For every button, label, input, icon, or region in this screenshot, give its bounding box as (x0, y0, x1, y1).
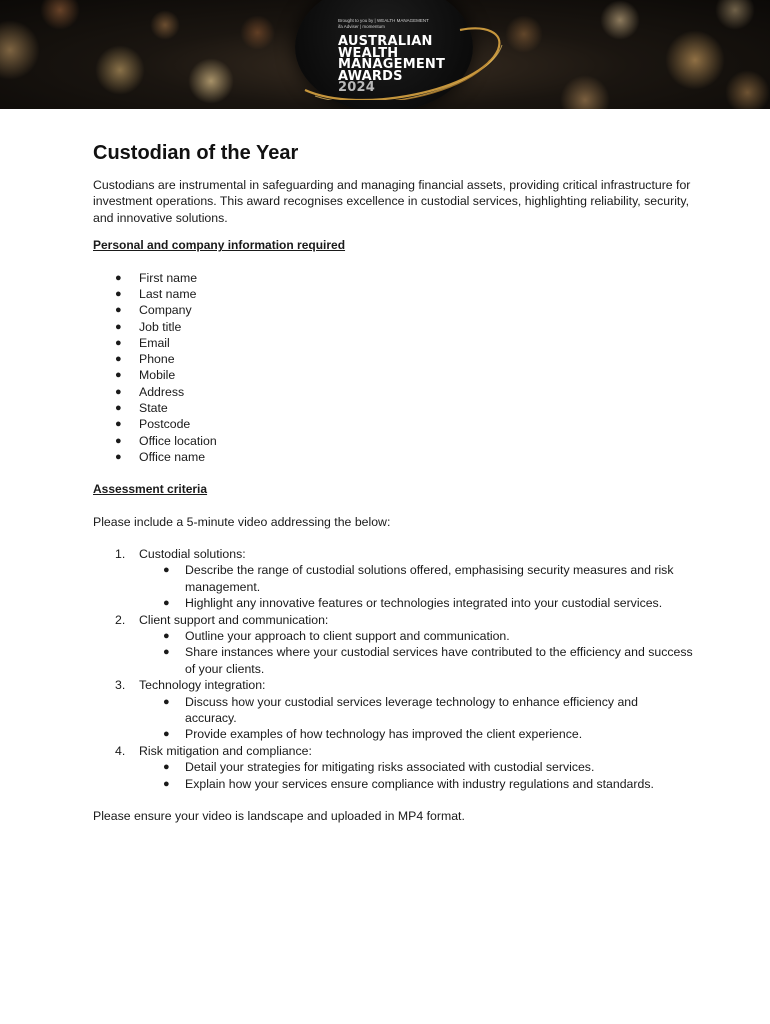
criteria-item (115, 612, 693, 678)
bokeh-light (560, 75, 610, 109)
criteria-point (163, 759, 693, 775)
criteria-point (163, 595, 693, 611)
sponsor-line: ifa Adviser | momentum (338, 24, 385, 29)
bullet-icon: ● (163, 597, 170, 610)
field-list-item (115, 400, 693, 416)
bullet-icon: ● (163, 761, 170, 774)
field-list-item (115, 384, 693, 400)
criteria-number: 1. (115, 547, 126, 561)
bullet-icon: ● (163, 564, 170, 577)
bokeh-light (95, 45, 145, 95)
criteria-point-text: Provide examples of how technology has improved the client experience. (185, 727, 583, 742)
field-label: Address (139, 384, 185, 399)
field-list-item (115, 335, 693, 351)
criteria-list (93, 546, 693, 792)
bullet-icon: ● (115, 418, 122, 431)
criteria-item (115, 743, 693, 792)
criteria-points (139, 694, 693, 743)
bullet-icon: ● (163, 777, 170, 790)
criteria-point (163, 628, 693, 644)
bokeh-light (240, 15, 275, 50)
bullet-icon: ● (115, 353, 122, 366)
field-label: First name (139, 270, 198, 285)
bokeh-light (150, 10, 180, 40)
bokeh-light (600, 0, 640, 40)
bullet-icon: ● (163, 630, 170, 643)
criteria-point (163, 726, 693, 742)
bullet-icon: ● (163, 646, 170, 659)
personal-info-heading: Personal and company information required (93, 238, 346, 253)
criteria-number: 3. (115, 678, 126, 693)
field-label: Postcode (139, 417, 191, 432)
field-list-item (115, 351, 693, 367)
intro-paragraph: Custodians are instrumental in safeguarding and managing financial assets, providing critical infrastructure for investment operations. This award recognises excellence in custodial services, highlighting reliability, security, and innovative solutions. (93, 178, 691, 225)
criteria-point-text: Highlight any innovative features or technologies integrated into your custodial services. (185, 596, 663, 611)
criteria-number: 2. (115, 612, 126, 627)
field-list-item (115, 286, 693, 302)
criteria-title: Client support and communication: (139, 612, 329, 627)
bokeh-light (665, 30, 725, 90)
criteria-title: Technology integration: (139, 678, 266, 693)
bullet-icon: ● (163, 695, 170, 708)
bokeh-light (715, 0, 755, 30)
criteria-points (139, 562, 693, 611)
criteria-point-text: Describe the range of custodial solutions offered, emphasising security measures and risk management. (185, 563, 674, 594)
field-list-item (115, 433, 693, 449)
personal-fields-list (93, 270, 693, 466)
field-label: Phone (139, 352, 175, 367)
closing-note: Please ensure your video is landscape and uploaded in MP4 format. (93, 809, 465, 824)
field-list-item (115, 302, 693, 318)
criteria-number: 4. (115, 743, 126, 758)
criteria-point-text: Share instances where your custodial services have contributed to the efficiency and success of your clients. (185, 645, 693, 676)
awards-banner (0, 0, 770, 109)
field-list-item (115, 367, 693, 383)
bullet-icon: ● (115, 369, 122, 382)
field-label: Company (139, 303, 192, 318)
criteria-title: Risk mitigation and compliance: (139, 743, 312, 758)
field-label: Email (139, 335, 170, 350)
bokeh-light (505, 15, 543, 53)
criteria-point (163, 562, 693, 595)
logo-line: WEALTH (338, 45, 399, 61)
bullet-icon: ● (115, 450, 122, 463)
bokeh-light (40, 0, 80, 30)
bokeh-light (725, 70, 770, 109)
bullet-icon: ● (115, 434, 122, 447)
field-label: Last name (139, 286, 197, 301)
sponsor-line: Brought to you by | WEALTH MANAGEMENT (338, 18, 429, 23)
field-label: Mobile (139, 368, 176, 383)
field-list-item (115, 319, 693, 335)
bullet-icon: ● (163, 728, 170, 741)
field-label: Office name (139, 449, 206, 464)
logo-line: AWARDS (338, 68, 403, 84)
field-label: Office location (139, 433, 217, 448)
video-instructions: Please include a 5-minute video addressing the below: (93, 514, 391, 529)
criteria-point (163, 776, 693, 792)
logo-line: MANAGEMENT (338, 57, 446, 72)
criteria-point-text: Outline your approach to client support and communication. (185, 629, 510, 644)
field-list-item (115, 270, 693, 286)
field-list-item (115, 449, 693, 465)
criteria-point-text: Explain how your services ensure compliance with industry regulations and standards. (185, 776, 654, 791)
bokeh-light (188, 58, 234, 104)
bokeh-light (0, 20, 40, 80)
document-body (93, 140, 693, 825)
criteria-point-text: Detail your strategies for mitigating risks associated with custodial services. (185, 760, 595, 775)
page-title: Custodian of the Year (93, 142, 299, 164)
bullet-icon: ● (115, 304, 122, 317)
bullet-icon: ● (115, 271, 122, 284)
bullet-icon: ● (115, 320, 122, 333)
field-list-item (115, 416, 693, 432)
bullet-icon: ● (115, 385, 122, 398)
assessment-heading: Assessment criteria (93, 482, 208, 497)
bullet-icon: ● (115, 402, 122, 414)
criteria-point (163, 694, 693, 727)
logo-line: AUSTRALIAN (338, 34, 433, 49)
field-label: Job title (139, 319, 182, 334)
criteria-title: Custodial solutions: (139, 547, 246, 561)
bullet-icon: ● (115, 287, 122, 300)
sponsor-lines (338, 18, 429, 30)
bullet-icon: ● (115, 336, 122, 349)
awards-logo (338, 36, 445, 94)
logo-year: 2024 (338, 80, 375, 95)
criteria-item (115, 677, 693, 743)
criteria-item (115, 546, 693, 612)
criteria-point (163, 644, 693, 677)
criteria-point-text: Discuss how your custodial services leverage technology to enhance efficiency and accuracy. (185, 694, 638, 726)
criteria-points (139, 759, 693, 792)
criteria-points (139, 628, 693, 677)
field-label: State (139, 401, 168, 415)
